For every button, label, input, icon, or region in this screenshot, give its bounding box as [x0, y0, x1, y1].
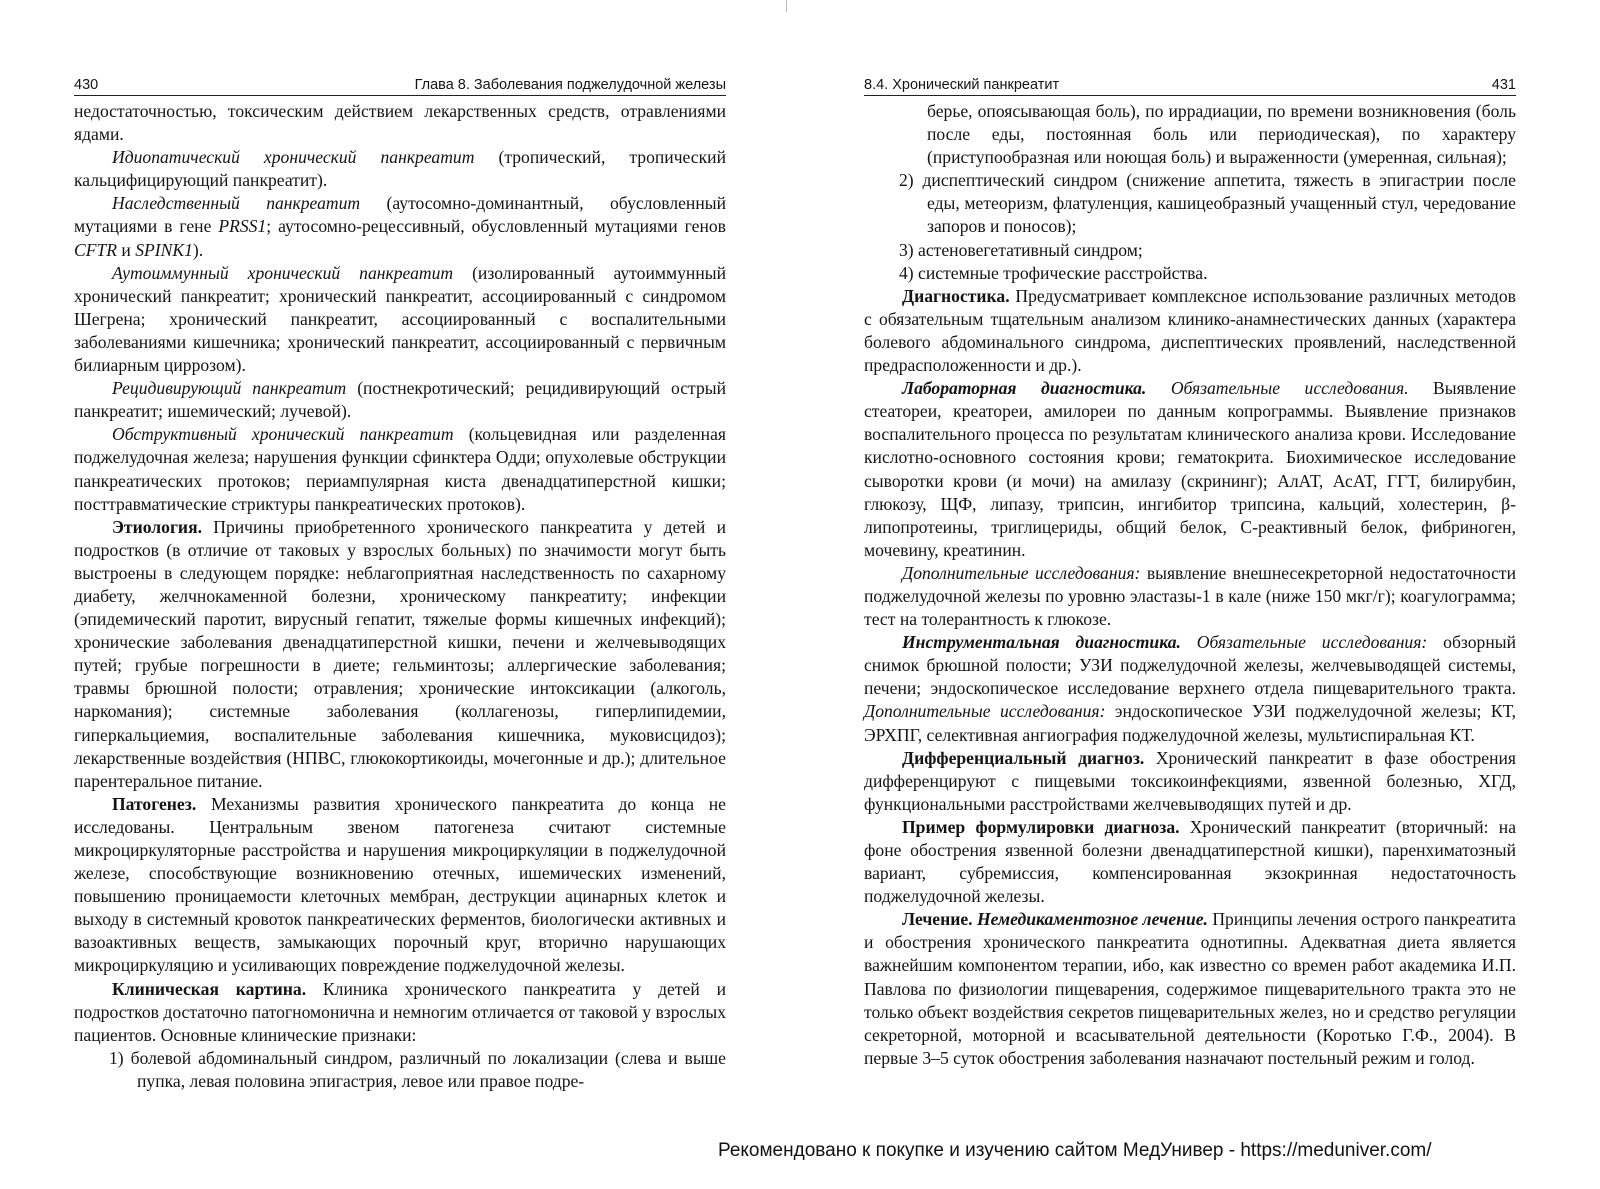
italic-run: Идиопатический хронический панкреатит [112, 147, 475, 168]
italic-run: Обязательные исследования. [1170, 378, 1409, 399]
text-run: недостаточностью, токсическим действием лекарственных средств, отравлениями ядами. [74, 101, 726, 145]
text-run [1181, 632, 1197, 652]
text-run: Клиника хронического панкреатита у детей и подростков достаточно патогномонична и немногим отличается от таковой у взрослых пациентов. Основные клинические признаки: [74, 978, 726, 1045]
italic-run: Рецидивирующий панкреатит [112, 378, 347, 399]
running-head [74, 72, 726, 96]
bold-run: Дифференциальный диагноз. [902, 747, 1145, 768]
text-run: Предусматривает комплексное использование различных методов с обязательным тщательным анализом клинико-анамнестических данных (характера болевого абдоминального синдрома, диспептических проявлений, наследственной предрасположенности и др.). [864, 285, 1516, 376]
italic-run: Аутоиммунный хронический панкреатит [112, 262, 454, 283]
italic-run: Обязательные исследования: [1196, 632, 1428, 653]
text-run: Хронический панкреатит в фазе обострения дифференцируют с пищевыми токсикоинфекциями, язвенной болезнью, ХГД, функциональными расстройствами желчевыводящих путей и др. [864, 747, 1516, 814]
text-run: (изолированный аутоиммунный хронический панкреатит; хронический панкреатит, ассоциированный с синдромом Шегрена; хронический панкреатит, ассоциированный с воспалительными заболеваниями кишечника; хронический панкреатит, ассоциированный с первичным билиарным циррозом). [74, 262, 726, 376]
paragraph [864, 285, 1516, 377]
text-run: обзорный снимок брюшной полости; УЗИ поджелудочной железы, желчевыводящей системы, печени; эндоскопическое исследование верхнего отдела пищеварительного тракта. [864, 632, 1516, 699]
italic-run: Наследственный панкреатит [112, 193, 361, 214]
paragraph [864, 816, 1516, 908]
text-run: выявление внешнесекреторной недостаточности поджелудочной железы по уровню эластазы-1 в кале (ниже 150 мкг/г); коагулограмма; тест на толерантность к глюкозе. [864, 562, 1516, 630]
paragraph [864, 562, 1516, 631]
paragraph [74, 100, 726, 146]
text-run: ). [192, 239, 204, 260]
bold-italic-run: Немедикаментозное лечение. [976, 909, 1208, 930]
chapter-title: Глава 8. Заболевания поджелудочной железы [414, 77, 726, 93]
page-body [864, 100, 1516, 1070]
text-run: 1) болевой абдоминальный синдром, различный по локализации (слева и выше пупка, левая половина эпигастрия, левое или правое подре- [109, 1047, 726, 1091]
bold-run: Диагностика. [902, 285, 1010, 306]
running-head [864, 72, 1516, 96]
paragraph [74, 262, 726, 377]
text-run: (тропический, тропический кальцифицирующий панкреатит). [74, 147, 726, 191]
paragraph [74, 377, 726, 423]
italic-run: Обструктивный хронический панкреатит [112, 424, 454, 445]
paragraph [74, 423, 726, 515]
text-run: и [117, 239, 136, 260]
italic-run: Дополнительные исследования: [864, 701, 1106, 722]
book-spine-mark [786, 0, 787, 12]
text-run: 3) астеновегетативный синдром; [899, 239, 1143, 260]
paragraph [864, 908, 1516, 1070]
italic-run: PRSS1 [218, 216, 267, 237]
right-page [864, 0, 1516, 1070]
list-item [74, 1047, 726, 1093]
text-run: (аутосомно-доминантный, обусловленный мутациями в гене [74, 193, 726, 237]
list-item [864, 262, 1516, 285]
text-run: 2) диспептический синдром (снижение аппетита, тяжесть в эпигастрии после еды, метеоризм, флатуленция, кашицеобразный учащенный стул, чередование запоров и поносов); [899, 170, 1516, 237]
list-item [864, 169, 1516, 238]
page-number: 431 [1491, 77, 1516, 93]
section-title: 8.4. Хронический панкреатит [864, 77, 1060, 93]
paragraph [74, 192, 726, 261]
bold-run: Этиология. [112, 516, 202, 537]
italic-run: Дополнительные исследования: [902, 562, 1141, 583]
text-run: Принципы лечения острого панкреатита и обострения хронического панкреатита однотипны. Адекватная диета является важнейшим компонентом терапии, ибо, как известно со времен работ академика И.П. Павлова по физиологии пищеварения, содержимое пищеварительного тракта это не только объект воздействия секретов пищеварительных желез, но и средство регуляции секреторной, моторной и всасывательной деятельности (Коротько Г.Ф., 2004). В первые 3–5 суток обострения заболевания назначают постельный режим и голод. [864, 909, 1516, 1068]
paragraph [864, 747, 1516, 816]
list-item-continuation [864, 100, 1516, 169]
bold-italic-run: Лабораторная диагностика. [902, 378, 1147, 399]
text-run: эндоскопическое УЗИ поджелудочной железы; КТ, ЭРХПГ, селективная ангиография поджелудочной железы, мультиспиральная КТ. [864, 701, 1516, 745]
bold-italic-run: Инструментальная диагностика. [902, 632, 1181, 653]
left-page [74, 0, 726, 1093]
text-run: Механизмы развития хронического панкреатита до конца не исследованы. Центральным звеном патогенеза считают системные микроциркуляторные расстройства и нарушения микроциркуляции в поджелудочной железе, способствующие возникновению отечных, ишемических изменений, повышению проницаемости клеточных мембран, деструкции ацинарных клеток и выходу в системный кровоток панкреатических ферментов, биологически активных и вазоактивных веществ, замыкающих порочный круг, вторично нарушающих микроциркуляцию и усиливающих повреждение поджелудочной железы. [74, 793, 726, 976]
paragraph [74, 978, 726, 1047]
paragraph [74, 793, 726, 978]
paragraph [864, 631, 1516, 746]
paragraph [864, 377, 1516, 562]
text-run: ; аутосомно-рецессивный, обусловленный мутациями генов [266, 216, 726, 237]
page-body [74, 100, 726, 1093]
bold-run: Патогенез. [112, 793, 197, 814]
text-run: (кольцевидная или разделенная поджелудочная железа; нарушения функции сфинктера Одди; опухолевые обструкции панкреатических протоков; периампулярная киста двенадцатиперстной кишки; посттравматические стриктуры панкреатических протоков). [74, 424, 726, 514]
text-run: Выявление стеатореи, креатореи, амилореи по данным копрограммы. Выявление признаков воспалительного процесса по результатам клинического анализа крови. Исследование кислотно-основного состояния крови; гематокрита. Биохимическое исследование сыворотки крови (и мочи) на амилазу (скрининг); АлАТ, АсАТ, ГГТ, билирубин, глюкозу, ЩФ, липазу, трипсин, ингибитор трипсина, кальций, холестерин, β-липопротеины, триглицериды, общий белок, С-реактивный белок, фибриноген, мочевину, креатинин. [864, 378, 1516, 560]
text-run: берье, опоясывающая боль), по иррадиации, по времени возникновения (боль после еды, постоянная боль или периодическая), по характеру (приступообразная или ноющая боль) и выраженности (умеренная, сильная); [927, 101, 1516, 168]
bold-run: Клиническая картина. [112, 978, 307, 999]
page-number: 430 [74, 77, 99, 93]
bold-run: Лечение. [902, 909, 973, 930]
paragraph [74, 516, 726, 793]
recommendation-footer: Рекомендовано к покупке и изучению сайтом МедУнивер - https://meduniver.com/ [718, 1140, 1432, 1161]
text-run: 4) системные трофические расстройства. [899, 262, 1208, 283]
bold-run: Пример формулировки диагноза. [902, 816, 1180, 837]
list-item [864, 239, 1516, 262]
text-run: Причины приобретенного хронического панкреатита у детей и подростков (в отличие от таковых у взрослых больных) по значимости могут быть выстроены в следующем порядке: неблагоприятная наследственность по сахарному диабету, желчнокаменной болезни, хроническому панкреатиту; инфекции (эпидемический паротит, вирусный гепатит, тяжелые формы кишечных инфекций); хронические заболевания двенадцатиперстной кишки, печени и желчевыводящих путей; грубые погрешности в диете; гельминтозы; аллергические заболевания; травмы брюшной полости; отравления; хронические интоксикации (алкоголь, наркомания); системные заболевания (коллагенозы, гиперлипидемии, гиперкальциемия, воспалительные заболевания кишечника, муковисцидоз); лекарственные воздействия (НПВС, глюкокортикоиды, мочегонные и др.); длительное парентеральное питание. [74, 516, 726, 791]
text-run: (постнекротический; рецидивирующий острый панкреатит; ишемический; лучевой). [74, 378, 726, 422]
text-run [1146, 378, 1171, 398]
italic-run: SPINK1 [135, 239, 193, 260]
paragraph [74, 146, 726, 192]
italic-run: CFTR [74, 239, 118, 260]
text-run: Хронический панкреатит (вторичный: на фоне обострения язвенной болезни двенадцатиперстной кишки), паренхиматозный вариант, субремиссия, компенсированная экзокринная недостаточность поджелудочной железы. [864, 816, 1517, 907]
